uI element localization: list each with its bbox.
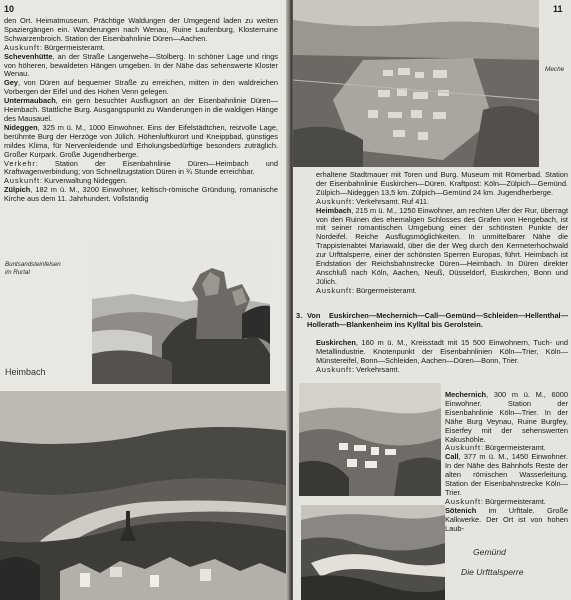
paragraph-text: : Bürgermeisteramt.	[351, 285, 417, 295]
paragraph-text: , 182 m ü. M., 3200 Einwohner, keltisch-römische Gründung, romanische Kirche aus dem 11. Jahrhundert. Vollständig	[4, 185, 278, 204]
info-label: Auskunft	[4, 176, 40, 186]
caption-urfttalsperre: Die Urfttalsperre	[461, 567, 524, 577]
paragraph-text: : Bürgermeisteramt.	[39, 42, 105, 52]
photo-aerial-town	[293, 0, 539, 167]
paragraph-text: : Verkehrsamt. Ruf 411.	[351, 196, 430, 206]
caption-rocks-line-2: im Rurtal	[5, 268, 30, 276]
place-name: Heimbach	[316, 205, 352, 215]
caption-top-right: Meche	[545, 66, 565, 73]
info-label: Auskunft	[445, 496, 481, 506]
paragraph-text: den Ort. Heimatmuseum. Prächtige Waldungen der Umgegend laden zu weiten Spaziergängen ein. Wanderungen nach Wenau, Ruine Laufenburg, Klosterruine Schwarzenbroich. Station der Eisenbahnlinie Düren—Aachen.	[4, 16, 278, 43]
route-heading	[296, 312, 568, 330]
info-label: Auskunft	[316, 364, 352, 374]
paragraph	[445, 453, 568, 498]
place-name: Mechernich	[445, 390, 487, 399]
paragraph-text: im Urfttale. Große Kalkwerke. Der Ort ist von hohen Laub-	[445, 505, 568, 533]
place-name: Nideggen	[4, 122, 38, 132]
paragraph-text: , von Düren auf bequemer Straße zu erreichen, mitten in den waldreichen Vorbergen der Eifel und des Hohen Venn gelegen.	[4, 78, 278, 97]
info-label: Auskunft	[316, 196, 352, 206]
caption-rocks	[5, 261, 61, 276]
caption-rocks-line-1: Buntsandsteinfelsen	[5, 261, 61, 268]
photo-rocks-rurtal	[92, 244, 270, 384]
paragraph	[445, 391, 568, 444]
paragraph	[316, 171, 568, 198]
paragraph-text: : Bürgermeisteramt.	[480, 496, 546, 506]
paragraph	[4, 79, 278, 97]
page-number-right: 11	[553, 4, 563, 14]
route-title: Von Euskirchen—Mechernich—Call—Gemünd—Schleiden—Hellenthal—Hollerath—Blankenheim ins Kylltal bis Gerolstein.	[307, 311, 568, 329]
right-text-column-narrow	[445, 391, 568, 534]
place-name: Call	[445, 452, 459, 462]
paragraph	[316, 339, 568, 366]
paragraph	[445, 507, 568, 534]
paragraph-text: , 377 m ü. M., 1450 Einwohner. In der Nähe des Bahnhofs Reste der alten römischen Wasserleitung. Station der Eisenbahnstrecke Köln—Trier.	[445, 452, 568, 497]
place-name: Schevenhütte	[4, 51, 53, 61]
paragraph-text: : Bürgermeisteramt.	[480, 443, 546, 453]
caption-heimbach: Heimbach	[5, 367, 46, 377]
photo-urfttalsperre	[301, 505, 445, 600]
paragraph-text: , 215 m ü. M., 1250 Einwohner, am rechten Ufer der Rur, überragt von den Ruinen des ehemaligen Schlosses des Grafen von Hengebach, ist mit seiner romantischen Umgebung einer der schönsten Punkte der Nordeifel. Reiche Ausflugsmöglichkeiten. In unmittelbarer Nähe die Trappistenabtei Mariawald, über die der Weg durch den Kermeterhochwald zur Urfttalsperre, einer der schönsten Sperren Europas, führt. Heimbach ist Endstation der Reichsbahnstrecke Düren—Heimbach. In Düren direkter Anschluß nach Köln, Aachen, Neuß, Düsseldorf, Euskirchen, Bonn und Jülich.	[316, 205, 568, 286]
photo-gemuend	[299, 383, 441, 496]
place-name: Sötenich	[445, 505, 477, 515]
paragraph-text: : Verkehrsamt.	[351, 364, 400, 374]
paragraph	[4, 53, 278, 80]
place-name: Gey	[4, 78, 18, 88]
paragraph-text: erhaltene Stadtmauer mit Toren und Burg. Museum mit Römerbad. Station der Eisenbahnlinie Euskirchen—Düren. Kraftpost: Köln—Zülpich—Gemünd. Zülpich—Nideggen 13,5 km. Zülpich—Gemünd 24 km. Jugendherberge.	[316, 170, 568, 197]
info-label: Verkehr	[4, 158, 36, 168]
paragraph-text: : Station der Eisenbahnlinie Düren—Heimbach und Kraftwagenverbindung; von Schnellzugstation Düren in ¾ Stunde erreichbar.	[4, 158, 278, 177]
place-name: Zülpich	[4, 185, 31, 195]
paragraph-text: , 325 m ü. M., 1000 Einwohner. Eins der Eifelstädtchen, reizvolle Lage, berühmte Burg der Herzöge von Jülich. Höhenluftkurort und Kneippbad, günstiges mildes Klima, für Nervenleidende und Erholungsbedürftige besonders zuträglich. Großer Kurpark. Große Jugendherberge.	[4, 122, 278, 159]
right-text-column-full	[316, 339, 568, 375]
paragraph	[4, 124, 278, 160]
paragraph-text: , an der Straße Langerwehe—Stolberg. In schöner Lage und rings von höheren, bewaldeten Hängen umgeben. In der Nähe das sehenswerte Kloster Wenau.	[4, 51, 278, 79]
right-page	[293, 0, 571, 600]
place-name: Untermaubach	[4, 96, 56, 106]
paragraph	[4, 186, 278, 204]
page-number-left: 10	[4, 4, 15, 14]
paragraph-text: , 300 m ü. M., 6000 Einwohner. Station der Eisenbahnlinie Köln—Trier. In der Nähe Burg Veynau, Ruine Burgfey, Eiserfey mit der sehenswerten Kakushöhle.	[445, 390, 568, 444]
paragraph	[316, 207, 568, 287]
info-label: Auskunft	[445, 443, 481, 453]
paragraph	[4, 17, 278, 44]
caption-gemuend: Gemünd	[473, 547, 506, 557]
paragraph-text: , 160 m ü. M., Kreisstadt mit 15 500 Einwohnern, Tuch- und Metallindustrie. Knotenpunkt der Eisenbahnlinien Köln—Trier, Köln—Münstereifel, Bonn—Schleiden, Aachen—Düren—Bonn, Trier.	[316, 338, 568, 365]
paragraph-text: , ein gern besuchter Ausflugsort an der Eisenbahnlinie Düren—Heimbach. Stattliche Burg. Ausgangspunkt zu Wanderungen in die waldigen Hänge des Mausauel.	[4, 96, 278, 123]
route-number: 3.	[296, 311, 303, 320]
photo-heimbach-valley	[0, 391, 289, 600]
info-label: Auskunft	[316, 285, 352, 295]
left-text-column	[4, 17, 278, 204]
place-name: Euskirchen	[316, 338, 356, 347]
right-text-column-upper	[316, 171, 568, 296]
paragraph	[4, 97, 278, 124]
paragraph-text: : Kurverwaltung Nideggen.	[39, 176, 128, 186]
paragraph	[316, 287, 568, 296]
paragraph	[316, 366, 568, 375]
info-label: Auskunft	[4, 42, 40, 52]
paragraph	[4, 160, 278, 178]
